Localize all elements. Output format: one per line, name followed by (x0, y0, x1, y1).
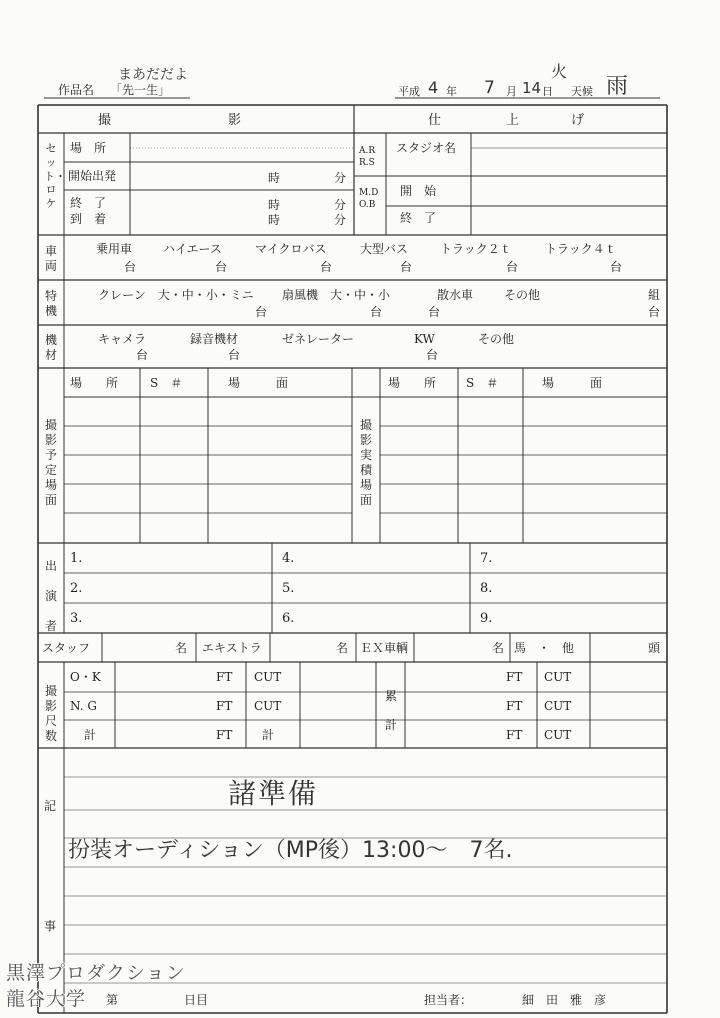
title-value: 「先一生」 (110, 83, 171, 97)
cast-num-5: 5. (282, 581, 295, 596)
set-loke-label: セット・ロケ (44, 142, 66, 210)
cast-num-4: 4. (282, 551, 295, 566)
cast-num-9: 9. (480, 611, 493, 626)
equipment-generator: ゼネレーター (282, 332, 355, 346)
extra-label: エキストラ (202, 641, 262, 655)
end-label-2: 到 着 (70, 212, 107, 226)
actual-scenes-label: 撮影実積場面 (359, 418, 372, 507)
date-day-unit: 日 (542, 85, 553, 98)
planned-snum-header: S ＃ (150, 376, 183, 390)
special-other: その他 (504, 288, 541, 302)
date-weekday: 火 (551, 62, 568, 81)
footer-day-label: 第 (106, 993, 119, 1007)
ex-vehicle-label: ＥＸ車輌 (360, 641, 409, 655)
special-fan: 扇風機 大・中・小 (282, 288, 391, 302)
vehicle-unit-5: 台 (506, 260, 519, 274)
special-unit-3: 台 (428, 305, 441, 319)
date-year: 4 (428, 78, 439, 97)
cum-cut-1: CUT (544, 670, 572, 684)
footage-cut-2: CUT (254, 699, 282, 713)
equipment-label: 機材 (44, 333, 57, 362)
footer-day-unit: 日目 (184, 993, 209, 1007)
staff-name-unit: 名 (175, 641, 188, 655)
vehicle-bus: 大型バス (360, 242, 409, 256)
cumulative-label: 累計 (384, 689, 397, 732)
equipment-unit-3: 台 (426, 348, 439, 362)
watermark-line-1: 黒澤プロダクション (6, 962, 186, 984)
equipment-recording: 録音機材 (190, 332, 239, 346)
end-hour-2: 時 (268, 213, 281, 227)
footage-ft-3: FT (216, 728, 233, 742)
equipment-kw: KW (414, 332, 435, 346)
cum-ft-3: FT (506, 728, 523, 742)
planned-scene-header: 場 面 (228, 376, 289, 390)
vehicle-truck2t: トラック２ｔ (440, 242, 512, 256)
staff-label: スタッフ (42, 641, 91, 655)
special-unit-1: 台 (255, 305, 268, 319)
watermark-line-2: 龍谷大学 (6, 988, 87, 1010)
planned-place-header: 場 所 (70, 376, 119, 390)
cast-num-7: 7. (480, 551, 493, 566)
date-day: 14 (522, 79, 542, 97)
cast-num-3: 3. (70, 611, 83, 626)
cum-cut-2: CUT (544, 699, 572, 713)
equipment-other: その他 (478, 332, 515, 346)
vehicle-sedan: 乗用車 (96, 242, 133, 256)
vehicle-unit-4: 台 (400, 260, 413, 274)
start-departure-label: 開始出発 (68, 169, 117, 183)
cast-label: 出演者 (44, 559, 57, 633)
actual-place-header: 場 所 (388, 376, 437, 390)
footer-manager-label: 担当者： (424, 993, 473, 1007)
ex-vehicle-name-unit: 名 (492, 641, 505, 655)
notes-line-2: 扮装オーディション（MP後）13:00〜 7名. (68, 838, 513, 863)
footage-total: 計 (84, 728, 97, 742)
special-water-truck: 散水車 (437, 288, 474, 302)
footage-ft-1: FT (216, 670, 233, 684)
equipment-unit-1: 台 (136, 348, 149, 362)
md-ob-label: M.D O.B (359, 188, 379, 210)
date-era: 平成 (398, 85, 420, 98)
end-label-1: 終 了 (70, 196, 107, 210)
ar-rs-label: A.R R.S (359, 146, 376, 168)
end-hour-1: 時 (268, 198, 281, 212)
extra-name-unit: 名 (336, 641, 349, 655)
section-satsuei: 撮 影 (98, 113, 242, 128)
notes-line-1: 諸準備 (228, 777, 319, 810)
actual-snum-header: S ＃ (466, 376, 499, 390)
cum-ft-1: FT (506, 670, 523, 684)
special-unit-4: 台 (648, 305, 661, 319)
special-set-unit: 組 (648, 288, 661, 302)
horse-head-unit: 頭 (648, 641, 661, 655)
vehicle-unit-6: 台 (610, 260, 623, 274)
vehicles-label: 車両 (44, 244, 57, 273)
footage-ft-2: FT (216, 699, 233, 713)
start-hour: 時 (268, 171, 281, 185)
notes-label-2: 事 (44, 919, 57, 933)
cum-cut-3: CUT (544, 728, 572, 742)
horse-label: 馬 ・ 他 (514, 641, 575, 655)
weather-label: 天候 (571, 85, 593, 98)
special-unit-2: 台 (370, 305, 383, 319)
vehicle-hiace: ハイエース (163, 242, 222, 256)
notes-label-1: 記 (44, 799, 57, 813)
footage-ng: N. G (70, 699, 97, 713)
planned-scenes-label: 撮影予定場面 (44, 418, 57, 507)
shiage-end-label: 終 了 (400, 211, 437, 225)
date-month-unit: 月 (506, 85, 517, 98)
footage-total-2: 計 (262, 728, 275, 742)
actual-scene-header: 場 面 (542, 376, 603, 390)
equipment-camera: キャメラ (98, 332, 147, 346)
title-note: まあだだよ (118, 67, 188, 83)
end-minute-1: 分 (334, 198, 347, 212)
title-label: 作品名 (58, 83, 95, 97)
place-label: 場 所 (70, 141, 107, 155)
footage-ok: O・K (70, 670, 101, 684)
vehicle-truck4t: トラック４ｔ (545, 242, 617, 256)
cast-num-6: 6. (282, 611, 295, 626)
vehicle-microbus: マイクロバス (255, 242, 327, 256)
special-crane: クレーン 大・中・小・ミニ (98, 288, 254, 302)
equipment-unit-2: 台 (228, 348, 241, 362)
date-year-unit: 年 (446, 85, 457, 98)
cast-num-2: 2. (70, 581, 83, 596)
footage-label: 撮影尺数 (44, 684, 57, 743)
cum-ft-2: FT (506, 699, 523, 713)
studio-name-label: スタジオ名 (396, 141, 457, 155)
date-month: 7 (484, 78, 495, 98)
vehicle-unit-2: 台 (215, 260, 228, 274)
start-minute: 分 (334, 171, 347, 185)
weather-value: 雨 (606, 74, 629, 99)
cast-num-8: 8. (480, 581, 493, 596)
end-minute-2: 分 (334, 213, 347, 227)
footer-manager-name: 細 田 雅 彦 (522, 993, 607, 1007)
shiage-start-label: 開 始 (400, 184, 437, 198)
vehicle-unit-1: 台 (124, 260, 137, 274)
footage-cut-1: CUT (254, 670, 282, 684)
special-label: 特機 (44, 289, 57, 318)
section-shiage: 仕 上 げ (428, 113, 585, 128)
cast-num-1: 1. (70, 551, 83, 566)
vehicle-unit-3: 台 (320, 260, 333, 274)
